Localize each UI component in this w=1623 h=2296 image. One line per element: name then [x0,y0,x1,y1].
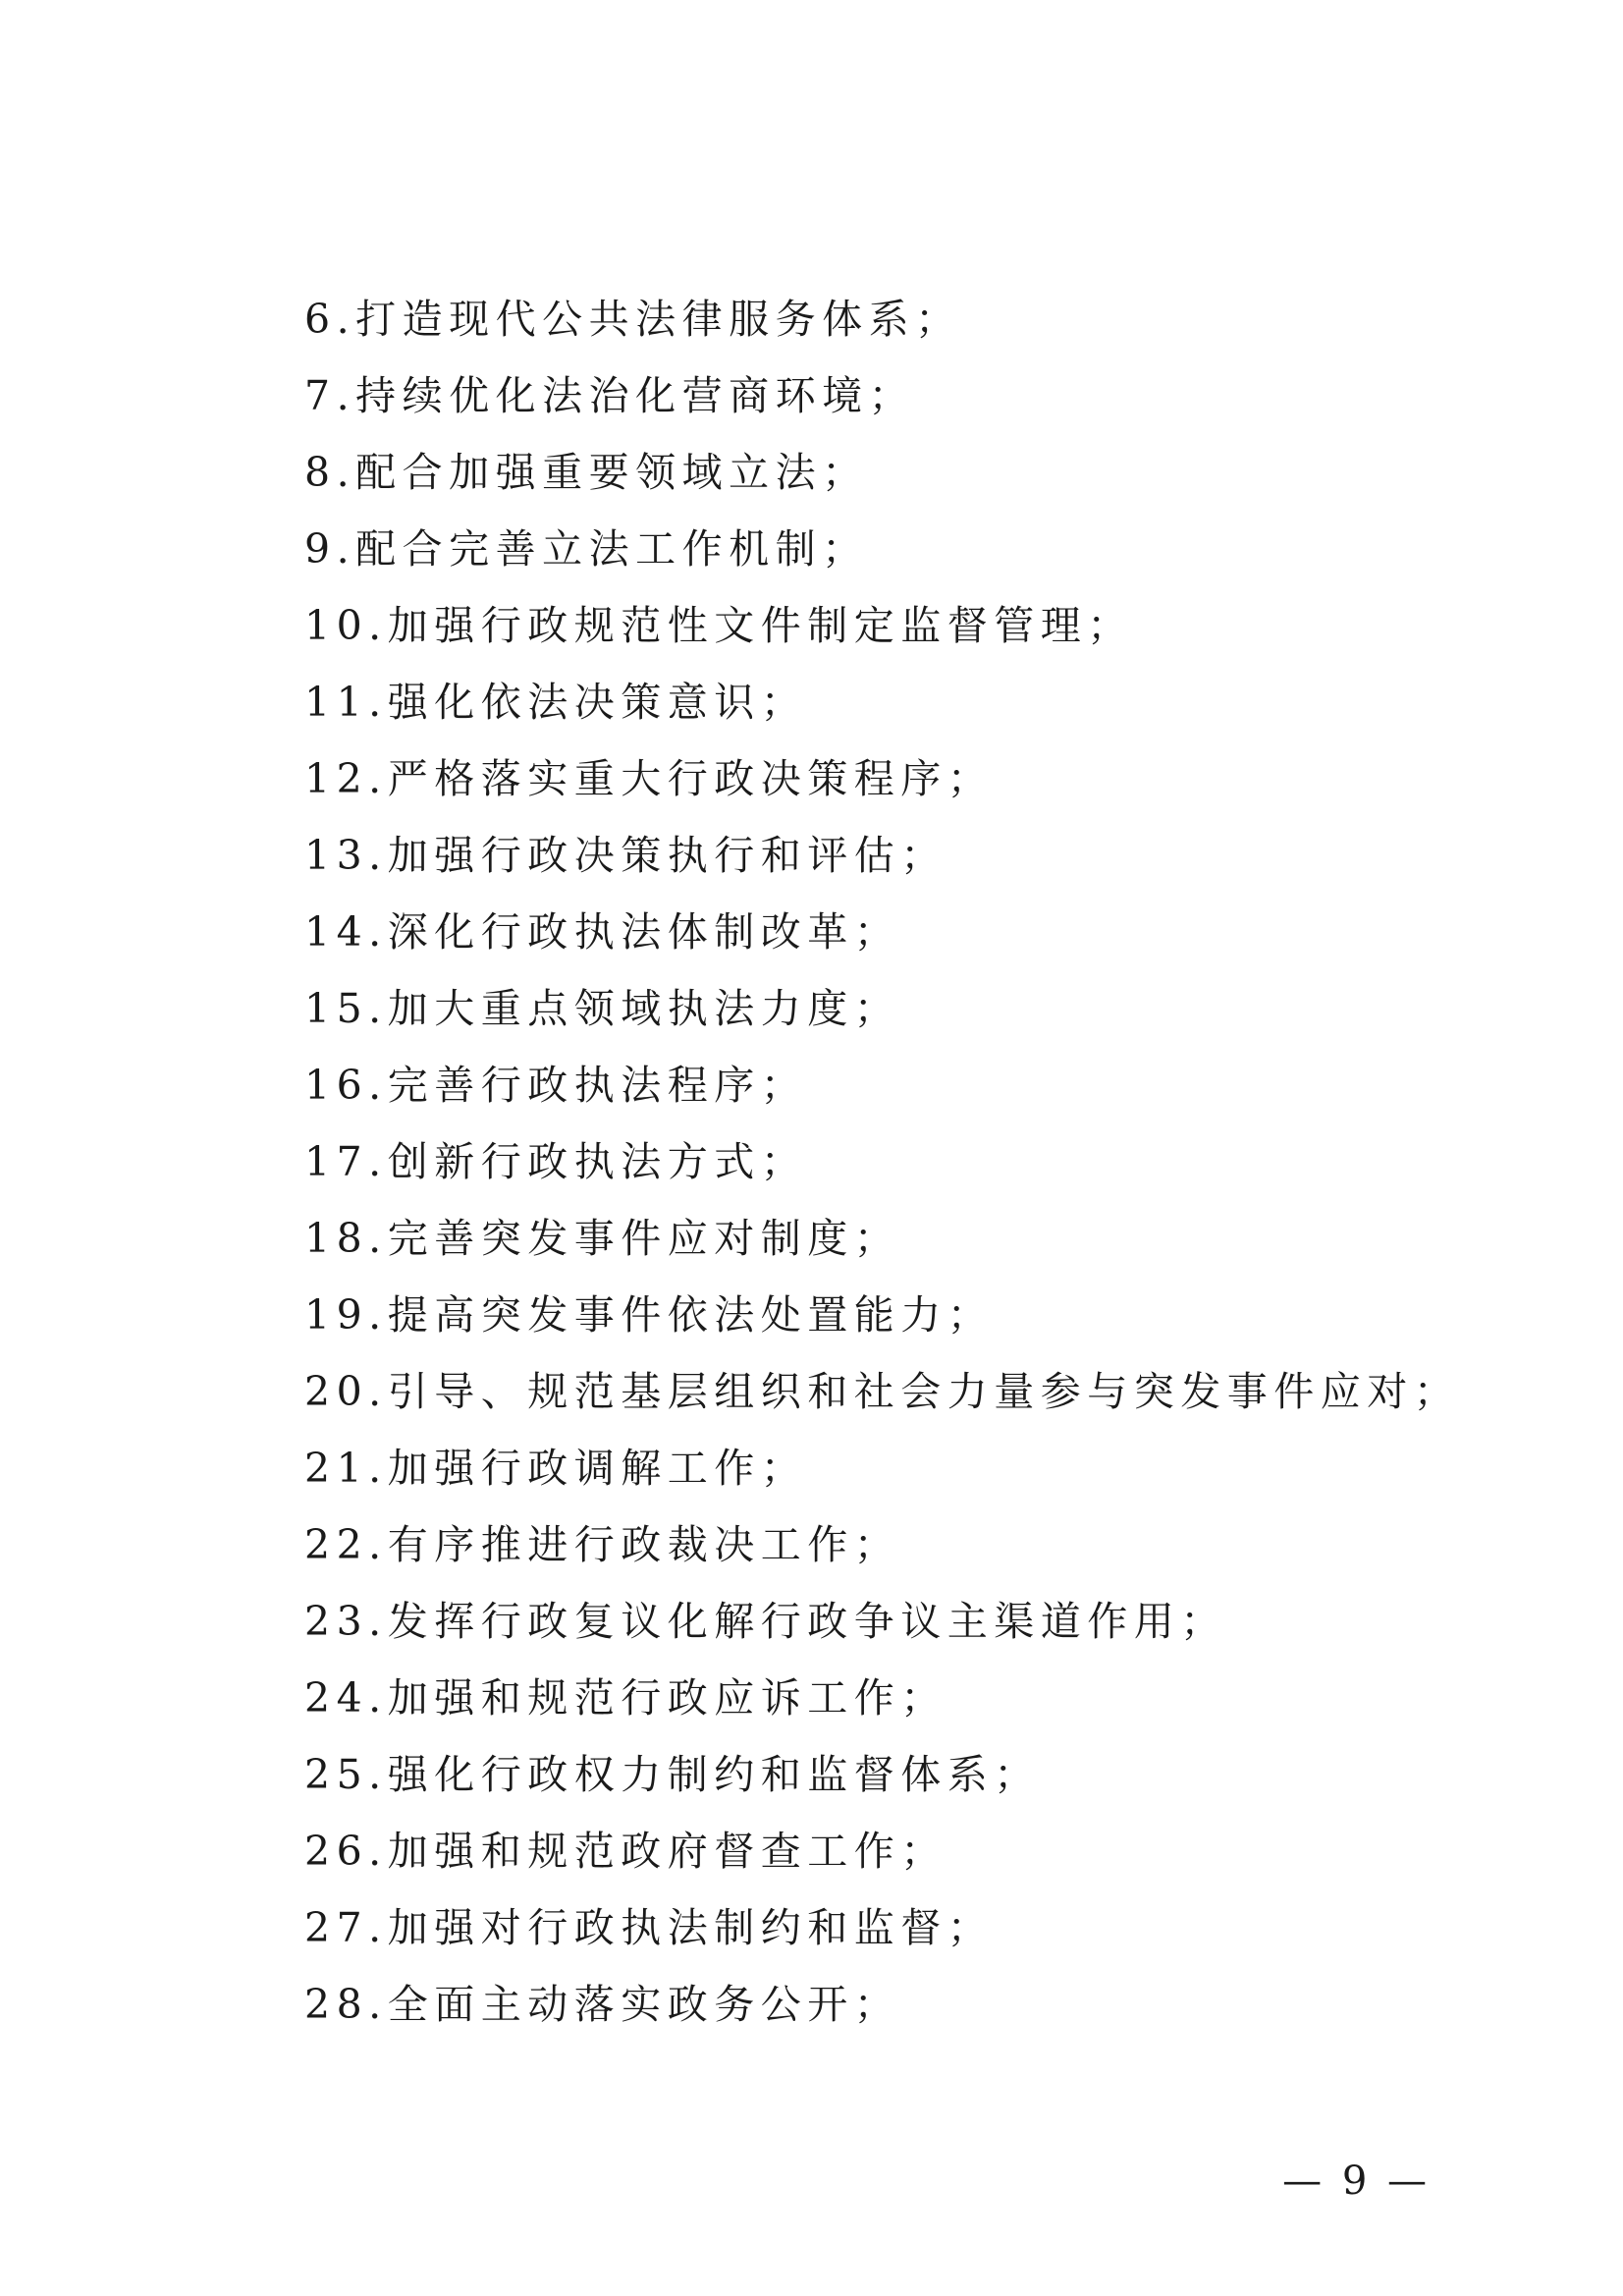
list-item: 16.完善行政执法程序； [304,1062,808,1109]
list-item: 24.加强和规范行政应诉工作； [304,1674,947,1722]
task-list [304,287,1460,2049]
page-number: — 9 — [1282,2159,1431,2204]
list-item: 7.持续优化法治化营商环境； [304,372,916,419]
list-item: 14.深化行政执法体制改革； [304,908,901,956]
list-item: 23.发挥行政复议化解行政争议主渠道作用； [304,1598,1227,1645]
list-item: 6.打造现代公共法律服务体系； [304,296,962,343]
list-item: 19.提高突发事件依法处置能力； [304,1291,995,1339]
list-item: 27.加强对行政执法制约和监督； [304,1904,995,1951]
list-item: 25.强化行政权力制约和监督体系； [304,1751,1041,1798]
list-item: 21.加强行政调解工作； [304,1445,808,1492]
list-item: 12.严格落实重大行政决策程序； [304,755,995,802]
list-item: 8.配合加强重要领域立法； [304,449,869,496]
list-item: 11.强化依法决策意识； [304,679,808,726]
list-item: 28.全面主动落实政务公开； [304,1981,901,2028]
list-item: 15.加大重点领域执法力度； [304,985,901,1032]
list-item: 22.有序推进行政裁决工作； [304,1521,901,1568]
list-item: 17.创新行政执法方式； [304,1138,808,1185]
list-item: 13.加强行政决策执行和评估； [304,832,947,879]
list-item: 26.加强和规范政府督查工作； [304,1828,947,1875]
list-item: 18.完善突发事件应对制度； [304,1215,901,1262]
list-item: 10.加强行政规范性文件制定监督管理； [304,602,1134,649]
list-item: 9.配合完善立法工作机制； [304,525,869,573]
list-item: 20.引导、规范基层组织和社会力量参与突发事件应对； [304,1368,1461,1415]
